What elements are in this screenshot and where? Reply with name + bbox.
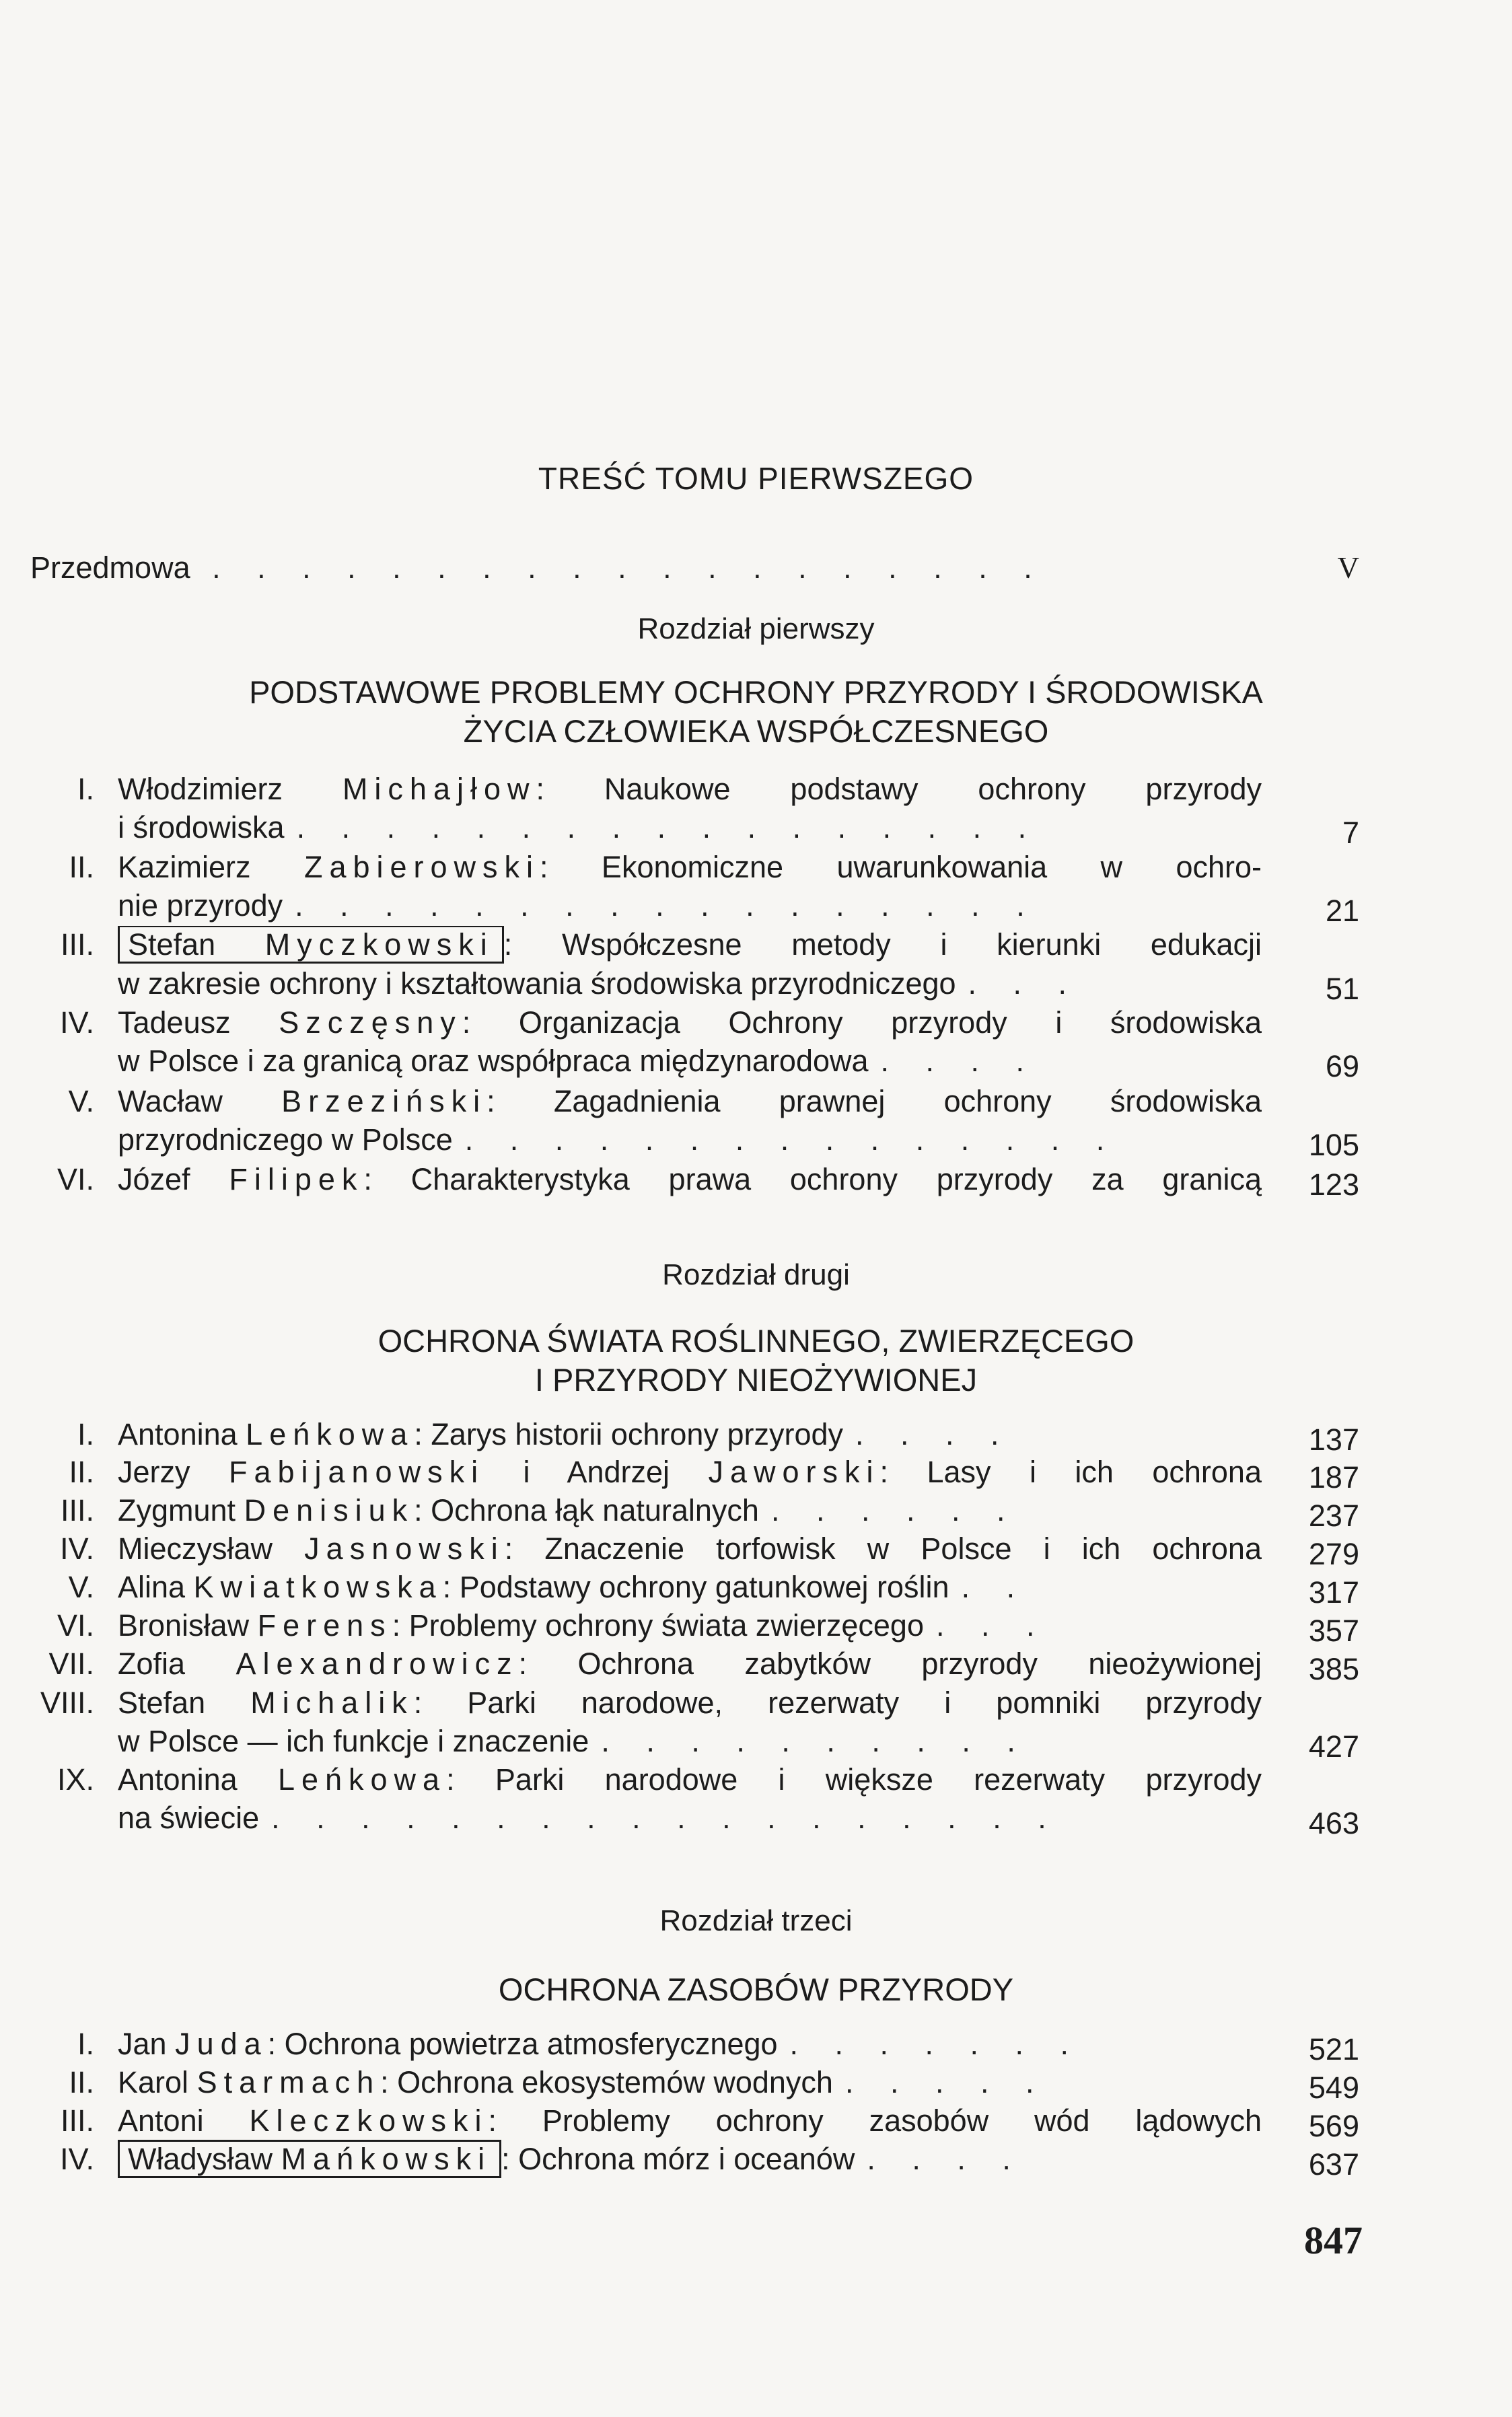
preface-leaders: . . . . . . . . . . . . . . . . . . . bbox=[212, 550, 1046, 585]
author-first-name: Stefan bbox=[128, 927, 216, 962]
author-group bbox=[118, 1608, 392, 1643]
entry-title: : Charakterystyka prawa ochrony przyrody za granicą bbox=[363, 1162, 1262, 1196]
author-surname: Leńkowa bbox=[246, 1417, 415, 1451]
author-box bbox=[118, 926, 504, 964]
entry-title: : Zarys historii ochrony przyrody bbox=[414, 1417, 844, 1451]
author-surname: Michajłow bbox=[342, 772, 536, 806]
author-surname: Ferens bbox=[257, 1608, 392, 1643]
dot-leaders: . . . . . . . . . . bbox=[601, 1724, 1030, 1758]
entry-number: II. bbox=[69, 850, 94, 884]
page-number: 847 bbox=[1304, 2218, 1363, 2262]
entry-number: IX. bbox=[57, 1762, 94, 1797]
author-group bbox=[118, 1493, 414, 1527]
entry-title: : Problemy ochrony świata zwierzęcego bbox=[392, 1608, 924, 1643]
author-group bbox=[118, 1762, 446, 1797]
entry-line bbox=[118, 2102, 1262, 2140]
entry-title: : Ochrona mórz i oceanów bbox=[501, 2142, 855, 2176]
entry-title: : Parki narodowe i większe rezerwaty przyrody bbox=[446, 1762, 1262, 1797]
entry-line bbox=[118, 2064, 1262, 2101]
entry-page: 549 bbox=[1308, 2070, 1359, 2105]
entry-number: V. bbox=[68, 1084, 94, 1118]
author-first-name: Stefan bbox=[118, 1686, 206, 1720]
author-surname: Mańkowski bbox=[281, 2142, 492, 2176]
entry-page: 427 bbox=[1308, 1729, 1359, 1764]
entry-number: III. bbox=[60, 1493, 94, 1527]
author-surname: Szczęsny bbox=[279, 1005, 462, 1040]
entry-line bbox=[118, 1530, 1262, 1568]
chapter-heading: I PRZYRODY NIEOŻYWIONEJ bbox=[534, 1362, 978, 1398]
dot-leaders: . . . . bbox=[867, 2142, 1025, 2176]
chapter-heading: OCHRONA ZASOBÓW PRZYRODY bbox=[498, 1972, 1014, 2007]
dot-leaders: . . . . . . bbox=[770, 1493, 1019, 1527]
entry-title: : Problemy ochrony zasobów wód lądowych bbox=[488, 2103, 1262, 2138]
entry-title: i Andrzej bbox=[484, 1455, 709, 1489]
entry-line bbox=[118, 1761, 1262, 1799]
author-first-name: Bronisław bbox=[118, 1608, 250, 1643]
entry-line bbox=[118, 887, 1262, 925]
entry-title-continued: na świecie bbox=[118, 1801, 260, 1835]
dot-leaders: . . . . bbox=[880, 1044, 1039, 1078]
entry-number: III. bbox=[60, 927, 94, 962]
entry-page: 521 bbox=[1308, 2032, 1359, 2066]
dot-leaders: . . . . . bbox=[844, 2065, 1048, 2099]
author-first-name: Kazimierz bbox=[118, 850, 251, 884]
chapter-label: Rozdział drugi bbox=[662, 1258, 850, 1291]
entry-page: 279 bbox=[1308, 1537, 1359, 1571]
author-first-name: Karol bbox=[118, 2065, 189, 2099]
entry-line bbox=[118, 1121, 1262, 1159]
entry-line bbox=[118, 965, 1262, 1003]
entry-title-continued: w Polsce — ich funkcje i znaczenie bbox=[118, 1724, 589, 1758]
entry-line bbox=[118, 1083, 1262, 1120]
entry-line bbox=[118, 1684, 1262, 1722]
dot-leaders: . . . . . . . . . . . . . . . . . bbox=[295, 888, 1039, 923]
entry-number: V. bbox=[68, 1570, 94, 1604]
entry-line bbox=[118, 926, 1262, 964]
author-group bbox=[118, 1570, 443, 1604]
entry-title: : Parki narodowe, rezerwaty i pomniki przyrody bbox=[413, 1686, 1262, 1720]
chapter-label: Rozdział pierwszy bbox=[637, 612, 875, 645]
author-first-name: Antonina bbox=[118, 1762, 238, 1797]
author-group bbox=[118, 1686, 414, 1720]
author-group bbox=[118, 1455, 484, 1489]
entry-line bbox=[118, 1607, 1262, 1645]
entry-title: : Ochrona zabytków przyrody nieożywionej bbox=[518, 1647, 1262, 1681]
author-surname: Myczkowski bbox=[264, 927, 494, 962]
chapter-heading: ŻYCIA CZŁOWIEKA WSPÓŁCZESNEGO bbox=[463, 713, 1049, 749]
dot-leaders: . . bbox=[961, 1570, 1030, 1604]
dot-leaders: . . . . bbox=[855, 1417, 1013, 1451]
entry-number: I. bbox=[77, 2027, 94, 2061]
entry-title-continued: i środowiska bbox=[118, 810, 285, 844]
author-group bbox=[118, 1417, 414, 1451]
entry-title: : Ochrona powietrza atmosferycznego bbox=[267, 2027, 778, 2061]
entry-line bbox=[118, 770, 1262, 808]
chapter-heading: OCHRONA ŚWIATA ROŚLINNEGO, ZWIERZĘCEGO bbox=[377, 1323, 1135, 1359]
author-first-name: Zofia bbox=[118, 1647, 186, 1681]
dot-leaders: . . . . . . . . . . . . . . . . . bbox=[296, 810, 1041, 844]
entry-title: : Ochrona ekosystemów wodnych bbox=[380, 2065, 833, 2099]
dot-leaders: . . . bbox=[936, 1608, 1049, 1643]
entry-number: VI. bbox=[57, 1608, 94, 1643]
entry-line bbox=[118, 1492, 1262, 1529]
entry-line bbox=[118, 1161, 1262, 1198]
entry-number: IV. bbox=[60, 1531, 94, 1566]
entry-number: IV. bbox=[60, 1005, 94, 1040]
author-group bbox=[118, 2065, 380, 2099]
entry-line bbox=[118, 1042, 1262, 1080]
entry-number: VII. bbox=[48, 1647, 94, 1681]
author-group bbox=[118, 2103, 489, 2138]
preface-label: Przedmowa bbox=[30, 550, 190, 585]
author-surname: Fabijanowski bbox=[228, 1455, 485, 1489]
entry-title: : Zagadnienia prawnej ochrony środowiska bbox=[487, 1084, 1262, 1118]
entry-title: : Organizacja Ochrony przyrody i środowiska bbox=[462, 1005, 1262, 1040]
entry-title-continued: nie przyrody bbox=[118, 888, 283, 923]
author-group bbox=[118, 1531, 505, 1566]
author-group bbox=[118, 850, 540, 884]
author-first-name: Antonina bbox=[118, 1417, 238, 1451]
author-surname: Juda bbox=[175, 2027, 268, 2061]
entry-page: 105 bbox=[1308, 1128, 1359, 1162]
entry-page: 21 bbox=[1325, 894, 1359, 928]
author-first-name: Włodzimierz bbox=[118, 772, 283, 806]
author-surname: Kwiatkowska bbox=[193, 1570, 443, 1604]
author-group bbox=[118, 1005, 462, 1040]
author-box bbox=[118, 2140, 501, 2178]
author-group bbox=[118, 1647, 519, 1681]
author-first-name: Józef bbox=[118, 1162, 190, 1196]
entry-page: 187 bbox=[1308, 1460, 1359, 1494]
author-group bbox=[118, 772, 536, 806]
dot-leaders: . . . . . . . . . . . . . . . bbox=[464, 1122, 1119, 1157]
entry-page: 317 bbox=[1308, 1575, 1359, 1610]
entry-number: VI. bbox=[57, 1162, 94, 1196]
author-surname: Filipek bbox=[229, 1162, 364, 1196]
entry-line bbox=[118, 1568, 1262, 1606]
author-surname: Jasnowski bbox=[304, 1531, 505, 1566]
entry-page: 463 bbox=[1308, 1806, 1359, 1840]
entry-line bbox=[118, 809, 1262, 846]
entry-title: : Ekonomiczne uwarunkowania w ochro- bbox=[540, 850, 1262, 884]
author-group bbox=[118, 1084, 487, 1118]
entry-line bbox=[118, 1723, 1262, 1760]
entry-page: 7 bbox=[1342, 816, 1359, 850]
entry-number: VIII. bbox=[40, 1686, 94, 1720]
entry-number: II. bbox=[69, 1455, 94, 1489]
author-surname: Kleczkowski bbox=[249, 2103, 489, 2138]
entry-title: : Współczesne metody i kierunki edukacji bbox=[503, 927, 1262, 962]
entry-title: : Ochrona łąk naturalnych bbox=[414, 1493, 759, 1527]
author-first-name: Jerzy bbox=[118, 1455, 190, 1489]
author-surname: Michalik bbox=[250, 1686, 414, 1720]
author-first-name: Alina bbox=[118, 1570, 186, 1604]
page-title: TREŚĆ TOMU PIERWSZEGO bbox=[538, 461, 974, 496]
dot-leaders: . . . . . . . bbox=[789, 2027, 1083, 2061]
entry-line bbox=[118, 1799, 1262, 1837]
entry-title-continued: w Polsce i za granicą oraz współpraca międzynarodowa bbox=[118, 1044, 869, 1078]
entry-line bbox=[118, 1004, 1262, 1042]
entry-page: 137 bbox=[1308, 1422, 1359, 1457]
entry-title-continued: w zakresie ochrony i kształtowania środowiska przyrodniczego bbox=[118, 966, 956, 1001]
entry-title: : Lasy i ich ochrona bbox=[879, 1455, 1262, 1489]
entry-number: IV. bbox=[60, 2142, 94, 2176]
entry-page: 237 bbox=[1308, 1499, 1359, 1533]
dot-leaders: . . . . . . . . . . . . . . . . . . bbox=[271, 1801, 1060, 1835]
entry-page: 51 bbox=[1325, 972, 1359, 1006]
entry-title: : Podstawy ochrony gatunkowej roślin bbox=[442, 1570, 949, 1604]
entry-page: 569 bbox=[1308, 2109, 1359, 2143]
author-first-name: Zygmunt bbox=[118, 1493, 236, 1527]
dot-leaders: . . . bbox=[968, 966, 1081, 1001]
entry-number: I. bbox=[77, 772, 94, 806]
entry-number: II. bbox=[69, 2065, 94, 2099]
entry-page: 69 bbox=[1325, 1049, 1359, 1083]
author-first-name: Władysław bbox=[128, 2142, 273, 2176]
author-surname: Brzeziński bbox=[281, 1084, 487, 1118]
author-first-name: Wacław bbox=[118, 1084, 223, 1118]
author-first-name: Antoni bbox=[118, 2103, 204, 2138]
entry-page: 123 bbox=[1308, 1167, 1359, 1202]
author-surname: Zabierowski bbox=[303, 850, 540, 884]
entry-page: 357 bbox=[1308, 1614, 1359, 1648]
entry-line bbox=[118, 2025, 1262, 2063]
entry-title: : Naukowe podstawy ochrony przyrody bbox=[536, 772, 1262, 806]
author-surname: Denisiuk bbox=[244, 1493, 415, 1527]
entry-line bbox=[118, 1416, 1262, 1453]
author-surname: Leńkowa bbox=[277, 1762, 447, 1797]
entry-title: : Znaczenie torfowisk w Polsce i ich ochrona bbox=[504, 1531, 1262, 1566]
author-first-name: Mieczysław bbox=[118, 1531, 273, 1566]
author-first-name: Jan bbox=[118, 2027, 167, 2061]
entry-title-continued: przyrodniczego w Polsce bbox=[118, 1122, 453, 1157]
author-surname: Alexandrowicz bbox=[236, 1647, 519, 1681]
author-surname: Jaworski bbox=[708, 1455, 880, 1489]
entry-line bbox=[118, 2140, 1262, 2178]
author-group bbox=[118, 1162, 363, 1196]
author-group bbox=[118, 2027, 268, 2061]
author-surname: Starmach bbox=[196, 2065, 381, 2099]
entry-line bbox=[118, 849, 1262, 886]
entry-line bbox=[118, 1645, 1262, 1683]
chapter-heading: PODSTAWOWE PROBLEMY OCHRONY PRZYRODY I ŚRODOWISKA bbox=[249, 674, 1263, 710]
entry-page: 637 bbox=[1308, 2147, 1359, 2181]
author-first-name: Tadeusz bbox=[118, 1005, 231, 1040]
entry-number: III. bbox=[60, 2103, 94, 2138]
preface-page: V bbox=[1337, 551, 1359, 585]
entry-number: I. bbox=[77, 1417, 94, 1451]
chapter-label: Rozdział trzeci bbox=[659, 1904, 853, 1937]
entry-line bbox=[118, 1453, 1262, 1491]
entry-page: 385 bbox=[1308, 1652, 1359, 1686]
